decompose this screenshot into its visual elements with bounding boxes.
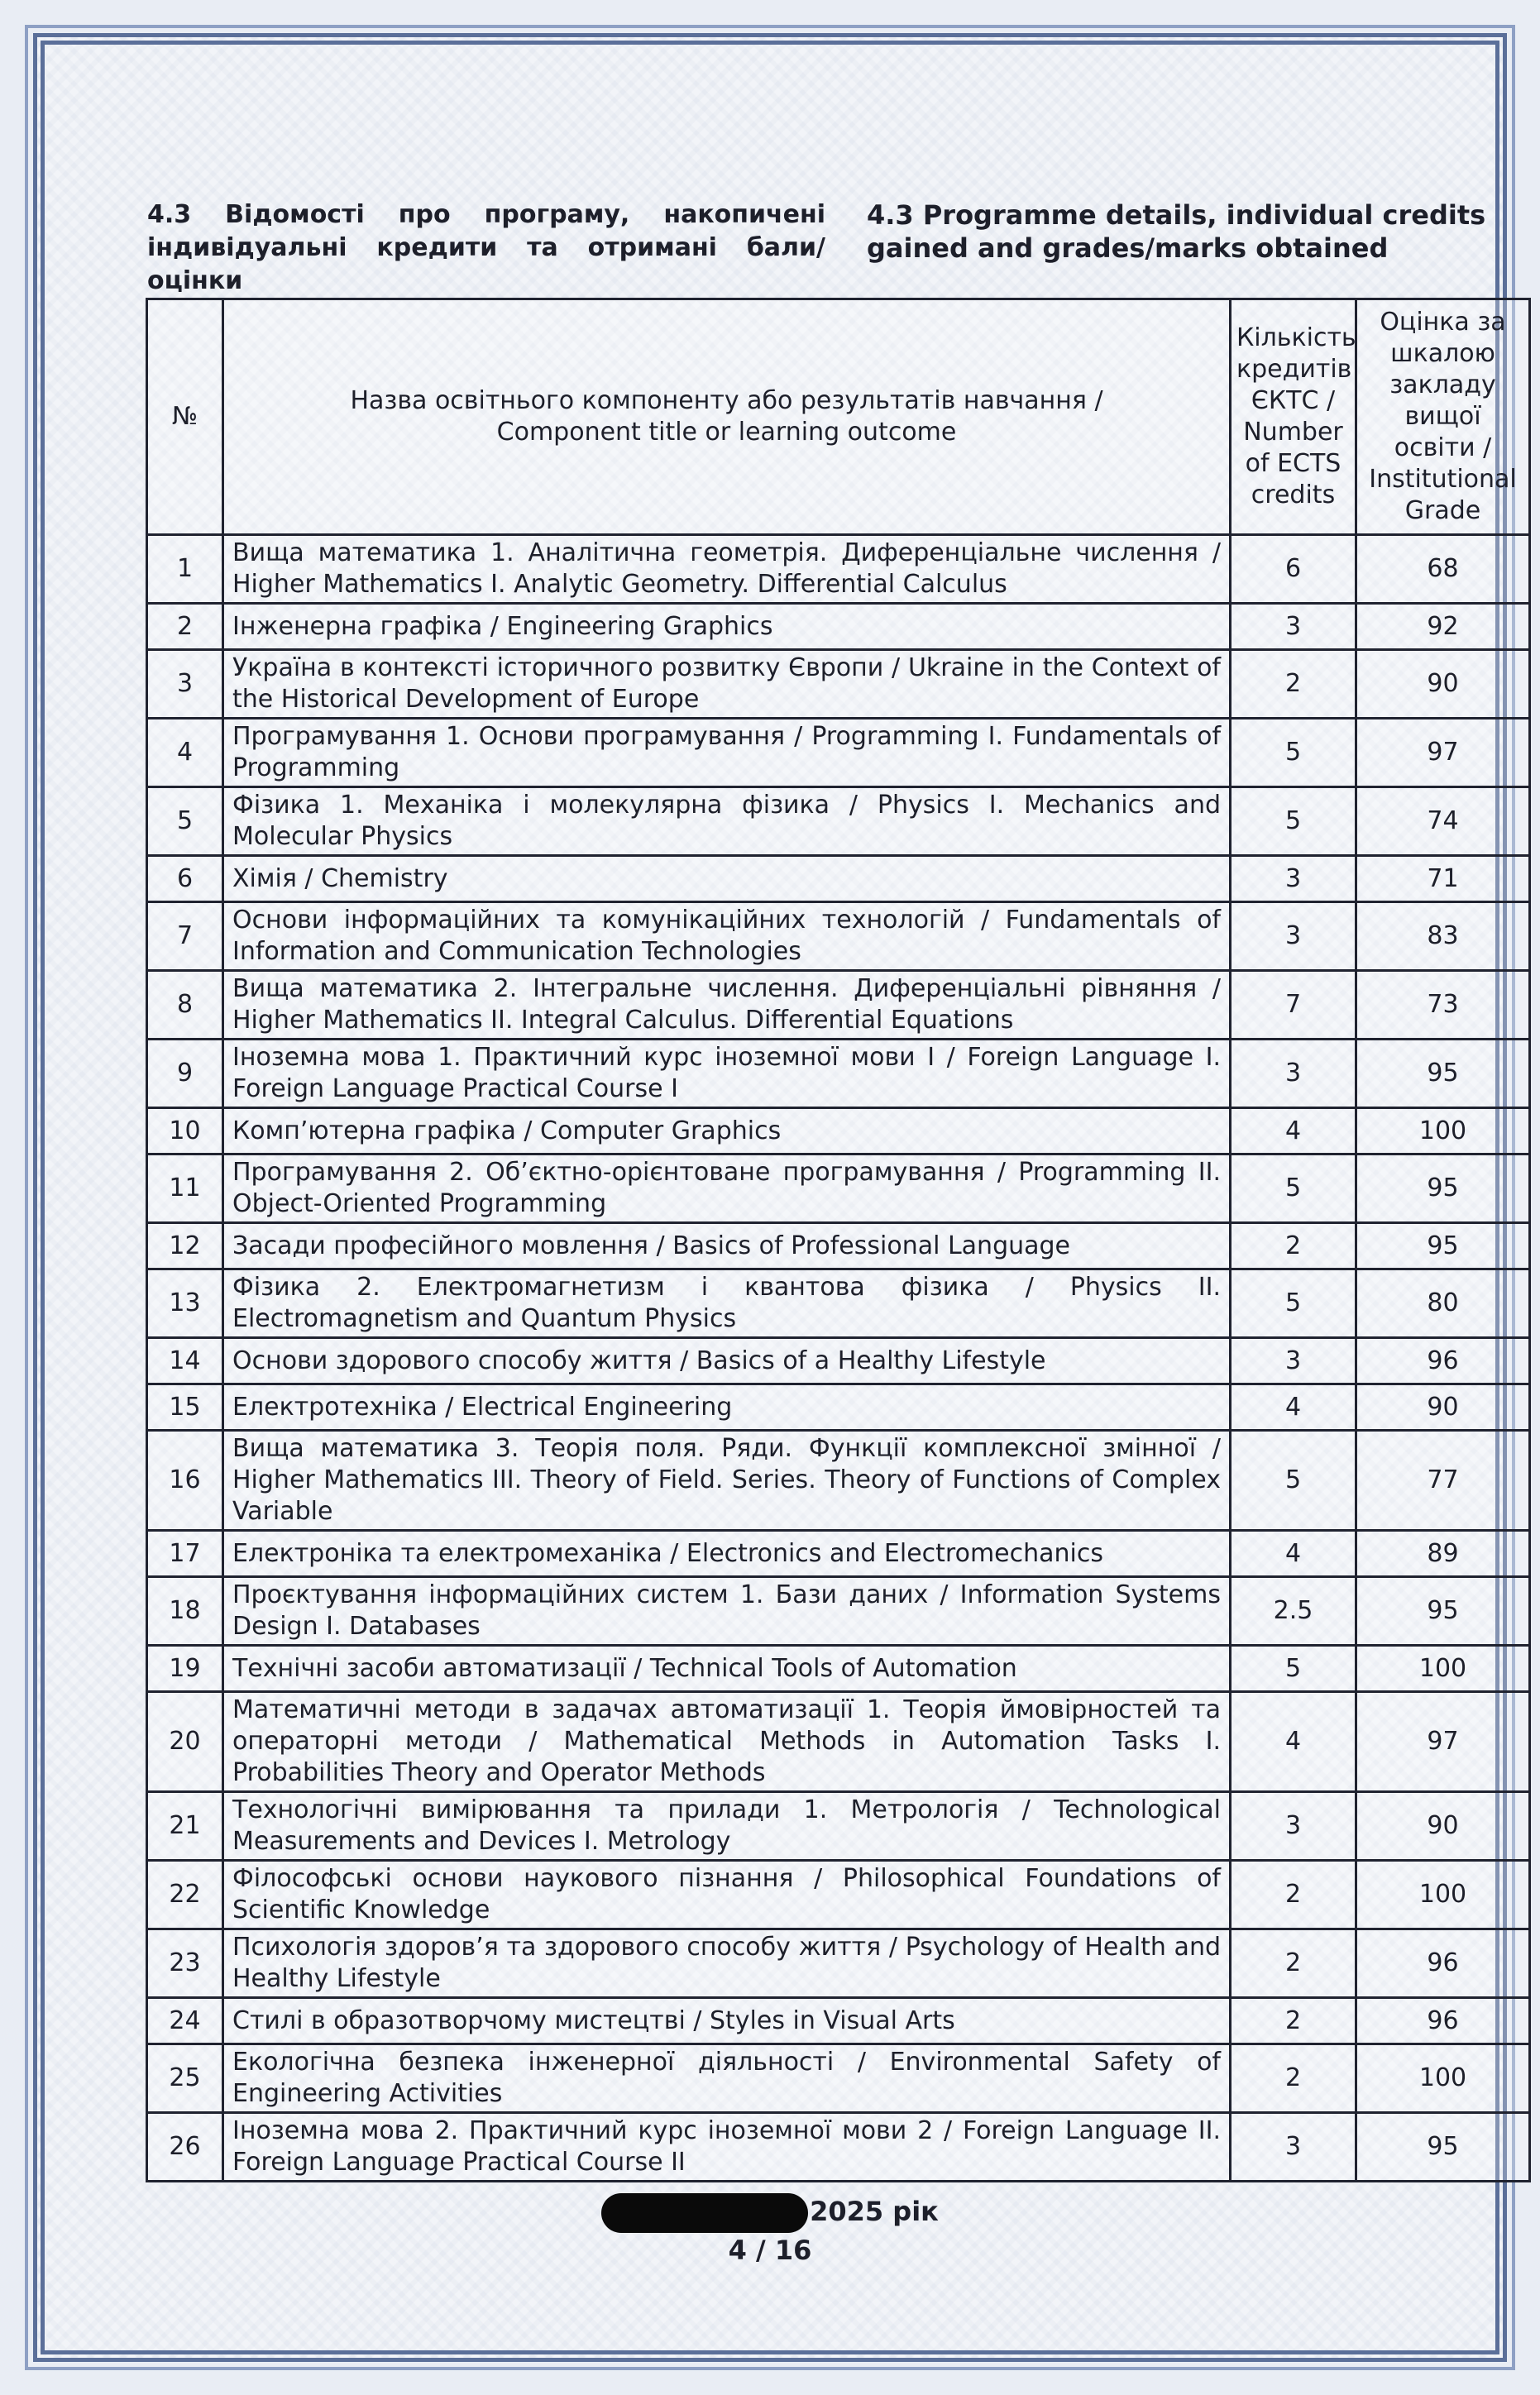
row-component-title: Електротехніка / Electrical Engineering	[223, 1384, 1231, 1431]
row-number: 22	[147, 1861, 223, 1929]
row-grade: 74	[1356, 787, 1530, 856]
row-grade: 96	[1356, 1929, 1530, 1998]
row-component-title: Фізика 1. Механіка і молекулярна фізика / Physics I. Mechanics and Molecular Physics	[223, 787, 1231, 856]
row-component-title: Інженерна графіка / Engineering Graphics	[223, 604, 1231, 650]
row-number: 5	[147, 787, 223, 856]
table-row	[147, 1692, 1530, 1792]
row-component-title: Основи здорового способу життя / Basics of a Healthy Lifestyle	[223, 1338, 1231, 1384]
column-header-title: Назва освітнього компоненту або результатів навчання / Component title or learning outcome	[223, 299, 1231, 535]
row-grade: 95	[1356, 1040, 1530, 1108]
row-number: 12	[147, 1223, 223, 1269]
table-row	[147, 856, 1530, 902]
row-grade: 96	[1356, 1998, 1530, 2044]
redacted-date	[601, 2193, 808, 2233]
row-ects-credits: 3	[1231, 902, 1356, 971]
table-row	[147, 1998, 1530, 2044]
row-grade: 95	[1356, 1154, 1530, 1223]
column-header-credits: Кількість кредитів ЄКТС / Number of ECTS credits	[1231, 299, 1356, 535]
row-grade: 96	[1356, 1338, 1530, 1384]
row-number: 24	[147, 1998, 223, 2044]
row-ects-credits: 5	[1231, 719, 1356, 787]
row-ects-credits: 2.5	[1231, 1577, 1356, 1646]
row-component-title: Хімія / Chemistry	[223, 856, 1231, 902]
table-row	[147, 1108, 1530, 1154]
table-row	[147, 787, 1530, 856]
row-ects-credits: 3	[1231, 1040, 1356, 1108]
row-grade: 100	[1356, 2044, 1530, 2113]
table-row	[147, 1861, 1530, 1929]
row-grade: 89	[1356, 1531, 1530, 1577]
row-component-title: Програмування 2. Об’єктно-орієнтоване програмування / Programming II. Object-Oriented Programming	[223, 1154, 1231, 1223]
row-ects-credits: 5	[1231, 1269, 1356, 1338]
row-ects-credits: 5	[1231, 1431, 1356, 1531]
row-component-title: Україна в контексті історичного розвитку Європи / Ukraine in the Context of the Historical Development of Europe	[223, 650, 1231, 719]
row-number: 7	[147, 902, 223, 971]
table-row	[147, 535, 1530, 604]
section-title-uk: 4.3 Відомості про програму, накопичені індивідуальні кредити та отримані бали/оцінки	[147, 200, 825, 295]
table-row	[147, 971, 1530, 1040]
row-number: 14	[147, 1338, 223, 1384]
row-ects-credits: 3	[1231, 856, 1356, 902]
grades-table-body	[147, 535, 1530, 2182]
row-number: 17	[147, 1531, 223, 1577]
table-row	[147, 1269, 1530, 1338]
page-number: 4 / 16	[728, 2235, 812, 2266]
table-row	[147, 2044, 1530, 2113]
row-ects-credits: 4	[1231, 1108, 1356, 1154]
row-ects-credits: 5	[1231, 787, 1356, 856]
section-header	[147, 198, 1520, 298]
row-ects-credits: 4	[1231, 1531, 1356, 1577]
row-number: 6	[147, 856, 223, 902]
row-grade: 90	[1356, 1384, 1530, 1431]
row-number: 8	[147, 971, 223, 1040]
row-component-title: Основи інформаційних та комунікаційних технологій / Fundamentals of Information and Communication Technologies	[223, 902, 1231, 971]
row-component-title: Технічні засоби автоматизації / Technical Tools of Automation	[223, 1646, 1231, 1692]
row-component-title: Проєктування інформаційних систем 1. Бази даних / Information Systems Design I. Databases	[223, 1577, 1231, 1646]
table-row	[147, 902, 1530, 971]
row-component-title: Філософські основи наукового пізнання / Philosophical Foundations of Scientific Knowledge	[223, 1861, 1231, 1929]
row-component-title: Вища математика 1. Аналітична геометрія. Диференціальне числення / Higher Mathematics I. Analytic Geometry. Differential Calculus	[223, 535, 1231, 604]
row-ects-credits: 5	[1231, 1154, 1356, 1223]
row-number: 2	[147, 604, 223, 650]
grades-table	[146, 298, 1531, 2182]
row-grade: 90	[1356, 650, 1530, 719]
row-component-title: Екологічна безпека інженерної діяльності / Environmental Safety of Engineering Activities	[223, 2044, 1231, 2113]
row-component-title: Комп’ютерна графіка / Computer Graphics	[223, 1108, 1231, 1154]
table-row	[147, 1154, 1530, 1223]
table-row	[147, 1384, 1530, 1431]
row-number: 15	[147, 1384, 223, 1431]
row-number: 13	[147, 1269, 223, 1338]
row-ects-credits: 2	[1231, 1223, 1356, 1269]
row-grade: 95	[1356, 1223, 1530, 1269]
row-number: 1	[147, 535, 223, 604]
table-row	[147, 650, 1530, 719]
table-row	[147, 719, 1530, 787]
row-number: 19	[147, 1646, 223, 1692]
row-component-title: Психологія здоров’я та здорового способу життя / Psychology of Health and Healthy Lifestyle	[223, 1929, 1231, 1998]
table-row	[147, 1531, 1530, 1577]
row-number: 4	[147, 719, 223, 787]
row-ects-credits: 2	[1231, 650, 1356, 719]
table-row	[147, 1929, 1530, 1998]
row-grade: 90	[1356, 1792, 1530, 1861]
table-header-row	[147, 299, 1530, 535]
table-row	[147, 604, 1530, 650]
row-component-title: Вища математика 3. Теорія поля. Ряди. Функції комплексної змінної / Higher Mathematics III. Theory of Field. Series. Theory of Functions of Complex Variable	[223, 1431, 1231, 1531]
row-component-title: Іноземна мова 1. Практичний курс іноземної мови I / Foreign Language I. Foreign Language Practical Course I	[223, 1040, 1231, 1108]
row-number: 3	[147, 650, 223, 719]
row-component-title: Засади професійного мовлення / Basics of Professional Language	[223, 1223, 1231, 1269]
row-grade: 95	[1356, 2113, 1530, 2182]
row-component-title: Іноземна мова 2. Практичний курс іноземної мови 2 / Foreign Language II. Foreign Language Practical Course II	[223, 2113, 1231, 2182]
row-ects-credits: 2	[1231, 2044, 1356, 2113]
row-ects-credits: 2	[1231, 1998, 1356, 2044]
row-number: 26	[147, 2113, 223, 2182]
row-grade: 80	[1356, 1269, 1530, 1338]
section-title-en: 4.3 Programme details, individual credits gained and grades/marks obtained	[867, 199, 1486, 264]
row-ects-credits: 2	[1231, 1861, 1356, 1929]
column-header-grade: Оцінка за шкалою закладу вищої освіти / Institutional Grade	[1356, 299, 1530, 535]
row-ects-credits: 4	[1231, 1692, 1356, 1792]
table-row	[147, 2113, 1530, 2182]
row-grade: 97	[1356, 719, 1530, 787]
table-row	[147, 1223, 1530, 1269]
row-number: 23	[147, 1929, 223, 1998]
row-number: 11	[147, 1154, 223, 1223]
row-grade: 71	[1356, 856, 1530, 902]
row-grade: 68	[1356, 535, 1530, 604]
row-number: 9	[147, 1040, 223, 1108]
row-ects-credits: 3	[1231, 604, 1356, 650]
row-ects-credits: 4	[1231, 1384, 1356, 1431]
table-row	[147, 1040, 1530, 1108]
row-component-title: Електроніка та електромеханіка / Electronics and Electromechanics	[223, 1531, 1231, 1577]
row-grade: 100	[1356, 1646, 1530, 1692]
row-ects-credits: 7	[1231, 971, 1356, 1040]
row-ects-credits: 3	[1231, 1338, 1356, 1384]
column-header-number: №	[147, 299, 223, 535]
row-component-title: Технологічні вимірювання та прилади 1. Метрологія / Technological Measurements and Devices I. Metrology	[223, 1792, 1231, 1861]
row-grade: 100	[1356, 1861, 1530, 1929]
footer-year: 2025 рік	[810, 2196, 939, 2227]
row-number: 20	[147, 1692, 223, 1792]
page-footer	[0, 2193, 1540, 2268]
row-component-title: Математичні методи в задачах автоматизації 1. Теорія ймовірностей та операторні методи / Mathematical Methods in Automation Tasks I. Probabilities Theory and Operator Methods	[223, 1692, 1231, 1792]
row-grade: 83	[1356, 902, 1530, 971]
table-row	[147, 1577, 1530, 1646]
row-grade: 92	[1356, 604, 1530, 650]
row-number: 21	[147, 1792, 223, 1861]
table-row	[147, 1646, 1530, 1692]
row-ects-credits: 3	[1231, 1792, 1356, 1861]
row-grade: 100	[1356, 1108, 1530, 1154]
table-row	[147, 1792, 1530, 1861]
row-number: 18	[147, 1577, 223, 1646]
table-row	[147, 1338, 1530, 1384]
row-grade: 97	[1356, 1692, 1530, 1792]
table-row	[147, 1431, 1530, 1531]
row-number: 10	[147, 1108, 223, 1154]
row-number: 16	[147, 1431, 223, 1531]
row-ects-credits: 5	[1231, 1646, 1356, 1692]
row-grade: 95	[1356, 1577, 1530, 1646]
footer-date-line	[0, 2193, 1540, 2233]
row-component-title: Вища математика 2. Інтегральне числення. Диференціальні рівняння / Higher Mathematics II. Integral Calculus. Differential Equations	[223, 971, 1231, 1040]
row-ects-credits: 3	[1231, 2113, 1356, 2182]
row-component-title: Стилі в образотворчому мистецтві / Styles in Visual Arts	[223, 1998, 1231, 2044]
row-grade: 73	[1356, 971, 1530, 1040]
row-grade: 77	[1356, 1431, 1530, 1531]
row-ects-credits: 2	[1231, 1929, 1356, 1998]
row-number: 25	[147, 2044, 223, 2113]
row-ects-credits: 6	[1231, 535, 1356, 604]
row-component-title: Програмування 1. Основи програмування / Programming I. Fundamentals of Programming	[223, 719, 1231, 787]
row-component-title: Фізика 2. Електромагнетизм і квантова фізика / Physics II. Electromagnetism and Quantum Physics	[223, 1269, 1231, 1338]
